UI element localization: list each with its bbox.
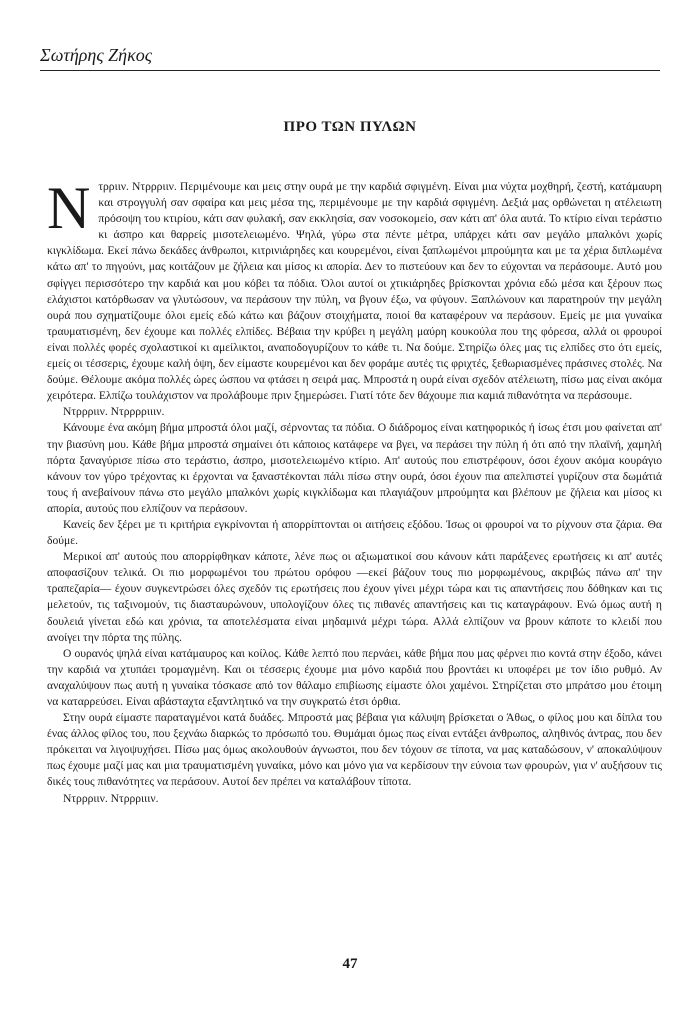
paragraph-6: Ο ουρανός ψηλά είναι κατάμαυρος και κοίλος. Κάθε λεπτό που περνάει, κάθε βήμα που μας φέρνει πιο κοντά στην έξοδο, κάνει την καρδιά να χτυπάει τρομαγμένη. Και οι τέσσερις έχουμε μια μόνο καρδιά που βροντάει κι υποφέρει με τον ίδιο ρυθμό. Αν αναχαλύψουν πως αυτή η γυναίκα τόσκασε από τον θάλαμο επιβίωσης είμαστε όλοι χαμένοι. Στηρίζεται στο μπράτσο μου έτοιμη να καταρρεύσει. Είναι αβάσταχτα εξαντλητικό να την συγκρατώ έτσι όρθια. <box>47 646 662 708</box>
story-title: ΠΡΟ ΤΩΝ ΠΥΛΩΝ <box>283 119 417 135</box>
running-header-author: Σωτήρης Ζήκος <box>40 44 660 71</box>
paragraph-text: τρριιν. Ντρρριιν. Περιμένουμε και μεις στην ουρά με την καρδιά σφιγμένη. Είναι μια νύχτα μοχθηρή, ζεστή, κατάμαυρη και στρογγυλή σαν σφαίρα και μεις μέσα της, περιμένουμε με την καρδιά σφιγμένη. Δεξιά μας ορθώνεται η ατέλειωτη πρόσοψη του κτιρίου, κάτι σαν φυλακή, σαν εκκλησία, σαν νοσοκομείο, σαν κάτι απ' όλα αυτά. Το κτίριο είναι τεράστιο κι άσπρο και θαρρείς μισοτελειωμένο. Ψηλά, γύρω στα πέντε μέτρα, υπάρχει κάτι σαν μεγάλο μπαλκόνι χωρίς κιγκλίδωμα. Εκεί πάνω δεκάδες άνθρωποι, κιτρινιάρηδες και κουρεμένοι, είναι ξαπλωμένοι μπρούμητα και με τα χέρια διπλωμένα κάτω απ' το πηγούνι, μας κοιτάζουν με ζήλεια και μίσος κι απορία. Δεν το πιστεύουν και δεν το εύχονται να περάσουμε. Αυτό μου σφίγγει περισσότερο την καρδιά και μου κόβει τα πόδια. Όλοι αυτοί οι χτικιάρηδες βρίσκονται χρόνια εδώ μέσα και ξέρουν πως ελάχιστοι κατόρθωσαν να γλυτώσουν, να περάσουν την πύλη, να βγουν έξω, να φύγουν. Ξαπλώνουν και παρατηρούν την μεγάλη ουρά που σχηματίζουμε όλοι εμείς εδώ κάτω και βάζουν στοιχήματα, ποιοί θα καταφέρουν να περάσουν. Εμείς με μια γυναίκα τραυματισμένη, δεν έχουμε και πολλές ελπίδες. Βέβαια την κρύβει η μεγάλη μαύρη κουκούλα που της φόρεσα, αλλά οι φρουροί είναι πολλές φορές σχολαστικοί κι αμείλικτοι, αναποδογυρίζουν το κάθε τι. Να δούμε. Στηρίζω όλες μας τις ελπίδες στο ότι εμείς, εμείς οι τέσσερις, έχουμε καλή όψη, δεν είμαστε κουρεμένοι και δεν φοράμε αυτές τις φριχτές, ξεθωριασμένες πράσινες στολές. Να δούμε. Θέλουμε ακόμα πολλές ώρες ώσπου να φτάσει η σειρά μας. Μπροστά η ουρά είναι σχεδόν ατέλειωτη, πίσω μας είναι ακόμα χειρότερα. Ελπίζω τουλάχιστον να προλάβουμε πριν ξημερώσει. Γιατί τότε δεν θάχουμε πια καμιά πιθανότητα να περάσουμε. <box>47 180 662 403</box>
paragraph-7: Στην ουρά είμαστε παραταγμένοι κατά δυάδες. Μπροστά μας βέβαια για κάλυψη βρίσκεται ο Άθως, ο φίλος μου και δίπλα του ένας άλλος φίλος του, που ξεχνάω διαρκώς το πρόσωπό του. Θυμάμαι όμως πως είναι εντάξει άνθρωπος, αληθινός άντρας, που δεν πρόκειται να λιγοψυχήσει. Πίσω μας όμως ακολουθούν άγνωστοι, που δεν τόχουν σε τίποτα, να μας καταδώσουν, ν' αποκαλύψουν πως έχουμε μαζί μας και μια τραυματισμένη γυναίκα, μόνο και μόνο για να κερδίσουν την εύνοια των φρουρών, για ν' αυξήσουν τις δικές τους πιθανότητες να περάσουν. Αυτοί δεν πρέπει να καταλάβουν τίποτα. <box>47 711 662 789</box>
paragraph-8: Ντρρριιν. Ντρρριιιν. <box>63 791 159 805</box>
story-body <box>47 175 662 807</box>
paragraph-5: Μερικοί απ' αυτούς που απορρίφθηκαν κάποτε, λένε πως οι αξιωματικοί σου κάνουν κάτι παράξενες ερωτήσεις κι απ' αυτές αποφασίζουν τελικά. Οι πιο μορφωμένοι του πρώτου ορόφου —εκεί βάζουν τους πιο μορφωμένους, ακριβώς πάνω απ' την τραπεζαρία— έχουν συγκεντρώσει όλες σχεδόν τις ερωτήσεις που έχουν γίνει μέχρι τώρα και τις απαντήσεις που δόθηκαν και τις μελετούν, τις ταξινομούν, τις διασταυρώνουν, υπολογίζουν όλες τις πιθανές απαντήσεις και τις καταγράφουν. Ενώ όμως αυτή η δουλειά γίνεται εδώ και χρόνια, τα αποτελέσματα είναι μηδαμινά μέχρι τώρα. Αλλά ελπίζουν να βρουν κάποτε το κλειδί που ανοίγει την πόρτα της πύλης. <box>47 550 662 644</box>
paragraph-1 <box>47 175 662 404</box>
paragraph-2: Ντρρριιν. Ντρρρριιιν. <box>63 405 165 419</box>
paragraph-3: Κάνουμε ένα ακόμη βήμα μπροστά όλοι μαζί, σέρνοντας τα πόδια. Ο διάδρομος είναι κατηφορικός ή ίσως έτσι μου φαίνεται απ' την βιασύνη μου. Κάθε βήμα μπροστά σημαίνει ότι κάποιος κατάφερε να βγει, να περάσει την πύλη ή ότι από την πλαϊνή, χαμηλή πόρτα ξαναγύρισε πίσω στο τεράστιο, άσπρο, μισοτελειωμένο κτίριο. Απ' αυτούς που επιστρέφουν, όσοι έχουν ακόμα κουράγιο κάνουν τον γύρο τρέχοντας κι έρχονται να ξαναστέκονται πάλι πίσω στην ουρά, όσοι έχουν πια απελπιστεί γυρίζουν στα δωμάτιά τους ή ανεβαίνουν πάνω στο μεγάλο μπαλκόνι χωρίς κιγκλίδωμα και πλαγιάζουν μπρούμητα και βλέπουν με ζήλεια και μίσος κι απορία, αυτούς που ελπίζουν να περάσουν. <box>47 421 662 515</box>
page-number: 47 <box>342 956 358 972</box>
paragraph-4: Κανείς δεν ξέρει με τι κριτήρια εγκρίνονται ή απορρίπτονται οι αιτήσεις εξόδου. Ίσως οι φρουροί να το ρίχνουν στα ζάρια. Θα δούμε. <box>47 517 662 548</box>
drop-cap: Ν <box>47 175 91 241</box>
